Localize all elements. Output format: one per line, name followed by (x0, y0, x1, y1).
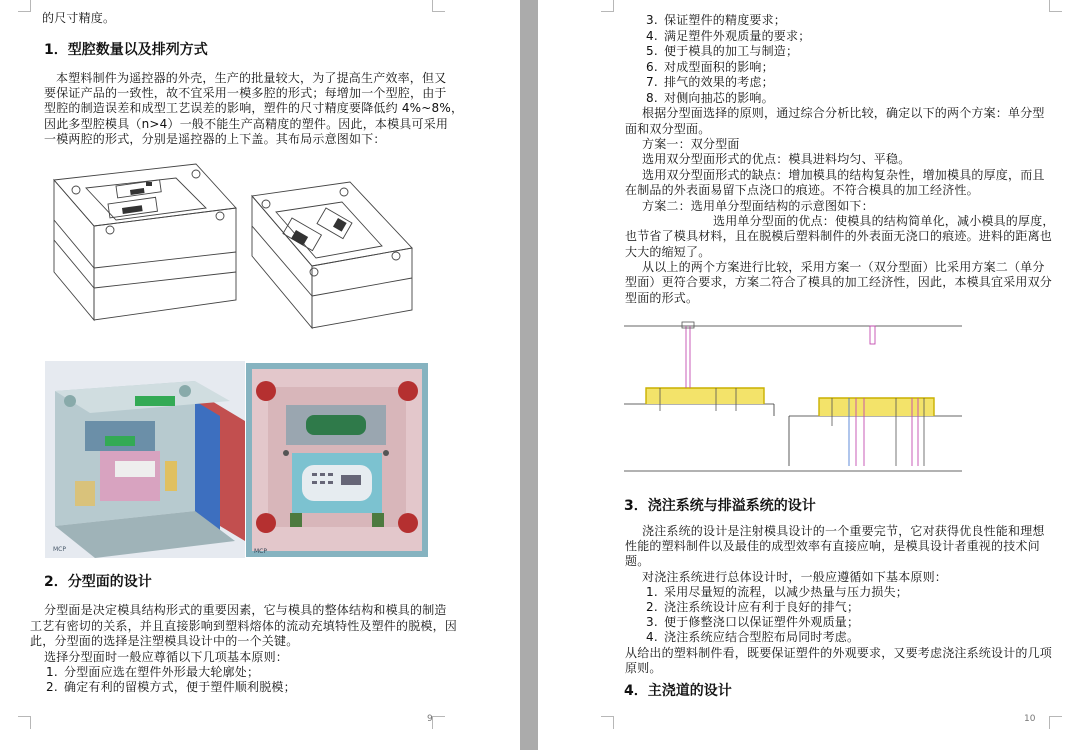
page-number: 9 (427, 714, 433, 724)
list-item: 保证塑件的精度要求； (664, 13, 787, 27)
paragraph-line: 从给出的塑料制件看，既要保证塑件的外观要求，又要考虑浇注系统设计的几项 (625, 646, 1053, 660)
crop-mark (1049, 0, 1062, 12)
page-gap (520, 0, 538, 750)
paragraph-line: 工艺有密切的关系，并且直接影响到塑料熔体的流动充填特性及塑件的脱模，因 (30, 619, 458, 633)
paragraph-line: 方案一：双分型面 (642, 137, 740, 151)
paragraph-line: 题。 (625, 554, 650, 568)
mold-line-drawing-image (46, 160, 242, 338)
paragraph-line: 选择分型面时一般应尊循以下几项基本原则： (44, 650, 289, 664)
paragraph-line: 大大的缩短了。 (625, 245, 711, 259)
list-number: 8. (646, 91, 658, 105)
crop-mark (432, 0, 445, 12)
section-heading: 1．型腔数量以及排列方式 (44, 42, 208, 58)
document-page-9 (0, 0, 520, 750)
document-page-10 (538, 0, 1079, 750)
list-number: 4. (646, 630, 658, 644)
paragraph-line: 根据分型面选择的原则，通过综合分析比较，确定以下的两个方案：单分型 (642, 106, 1045, 120)
page-number: 10 (1024, 714, 1036, 724)
svg-text:MCP: MCP (254, 548, 267, 555)
section-heading: 3．浇注系统与排溢系统的设计 (624, 498, 816, 514)
list-item: 浇注系统应结合型腔布局同时考虑。 (664, 630, 860, 644)
paragraph-line: 原则。 (625, 661, 662, 675)
crop-mark (432, 716, 445, 729)
section-heading: 4．主浇道的设计 (624, 683, 732, 699)
crop-mark (601, 716, 614, 729)
list-number: 3. (646, 13, 658, 27)
list-item: 排气的效果的考虑； (664, 75, 774, 89)
list-number: 5. (646, 44, 658, 58)
list-number: 3. (646, 615, 658, 629)
list-item: 满足塑件外观质量的要求； (664, 29, 811, 43)
list-number: 7. (646, 75, 658, 89)
list-item: 分型面应选在塑件外形最大轮廓处； (64, 665, 260, 679)
list-number: 4. (646, 29, 658, 43)
paragraph-line: 在制品的外表面易留下点浇口的痕迹。不符合模具的加工经济性。 (625, 183, 979, 197)
paragraph-line: 性能的塑料制件以及最佳的成型效率有直接应响，是模具设计者重视的技术问 (625, 539, 1040, 553)
list-item: 便于修整浇口以保证塑件外观质量； (664, 615, 860, 629)
paragraph-line: 选用单分型面的优点：使模具的结构简单化，减小模具的厚度， (713, 214, 1055, 228)
paragraph-line: 一模两腔的形式，分别是遥控器的上下盖。其布局示意图如下： (44, 132, 386, 146)
section-heading: 2．分型面的设计 (44, 574, 152, 590)
list-number: 2. (646, 600, 658, 614)
paragraph-line: 浇注系统的设计是注射模具设计的一个重要完节，它对获得优良性能和理想 (642, 524, 1045, 538)
paragraph-line: 也节省了模具材料，且在脱模后塑料制件的外表面无浇口的痕迹。进料的距离也 (625, 229, 1053, 243)
list-item: 浇注系统设计应有利于良好的排气； (664, 600, 860, 614)
text-line: 的尺寸精度。 (42, 11, 116, 25)
mold-top-view-render-image (246, 363, 428, 557)
paragraph-line: 此，分型面的选择是注塑模具设计中的一个关键。 (30, 634, 299, 648)
list-item: 对侧向抽芯的影响。 (664, 91, 774, 105)
list-item: 确定有利的留模方式，便于塑件顺利脱模； (64, 680, 296, 694)
paragraph-line: 从以上的两个方案进行比较，采用方案一（双分型面）比采用方案二（单分 (642, 260, 1045, 274)
list-item: 采用尽量短的流程，以减少热量与压力损失； (664, 585, 909, 599)
paragraph-line: 本塑料制件为遥控器的外壳，生产的批量较大，为了提高生产效率，但又 (56, 71, 447, 85)
crop-mark (1049, 716, 1062, 729)
list-number: 1. (46, 665, 58, 679)
paragraph-line: 要保证产品的一致性，故不宜采用一模多腔的形式；每增加一个型腔，由于 (44, 86, 447, 100)
paragraph-line: 选用双分型面形式的优点：模具进料均匀、平稳。 (642, 152, 911, 166)
crop-mark (18, 0, 31, 12)
svg-text:MCP: MCP (53, 546, 66, 553)
paragraph-line: 型腔的制造误差和成型工艺误差的影响，塑件的尺寸精度要降低约 4%~8%， (44, 101, 464, 115)
list-number: 1. (646, 585, 658, 599)
mold-3d-render-image (45, 361, 245, 558)
paragraph-line: 因此多型腔模具（n>4）一般不能生产高精度的塑件。因此，本模具可采用 (44, 117, 449, 131)
list-item: 便于模具的加工与制造； (664, 44, 799, 58)
list-item: 对成型面积的影响； (664, 60, 774, 74)
paragraph-line: 分型面是决定模具结构形式的重要因素，它与模具的整体结构和模具的制造 (44, 603, 447, 617)
paragraph-line: 选用双分型面形式的缺点：增加模具的结构复杂性，增加模具的厚度，而且 (642, 168, 1045, 182)
list-number: 6. (646, 60, 658, 74)
mold-line-drawing-image (246, 178, 420, 338)
paragraph-line: 型面的形式。 (625, 291, 699, 305)
paragraph-line: 对浇注系统进行总体设计时，一般应遵循如下基本原则： (642, 570, 948, 584)
crop-mark (18, 716, 31, 729)
crop-mark (601, 0, 614, 12)
list-number: 2. (46, 680, 58, 694)
paragraph-line: 型面）更符合要求，方案二符合了模具的加工经济性，因此，本模具宜采用双分 (625, 275, 1053, 289)
paragraph-line: 面和双分型面。 (625, 122, 711, 136)
parting-surface-cross-section-image (624, 316, 962, 474)
paragraph-line: 方案二：选用单分型面结构的示意图如下： (642, 199, 874, 213)
